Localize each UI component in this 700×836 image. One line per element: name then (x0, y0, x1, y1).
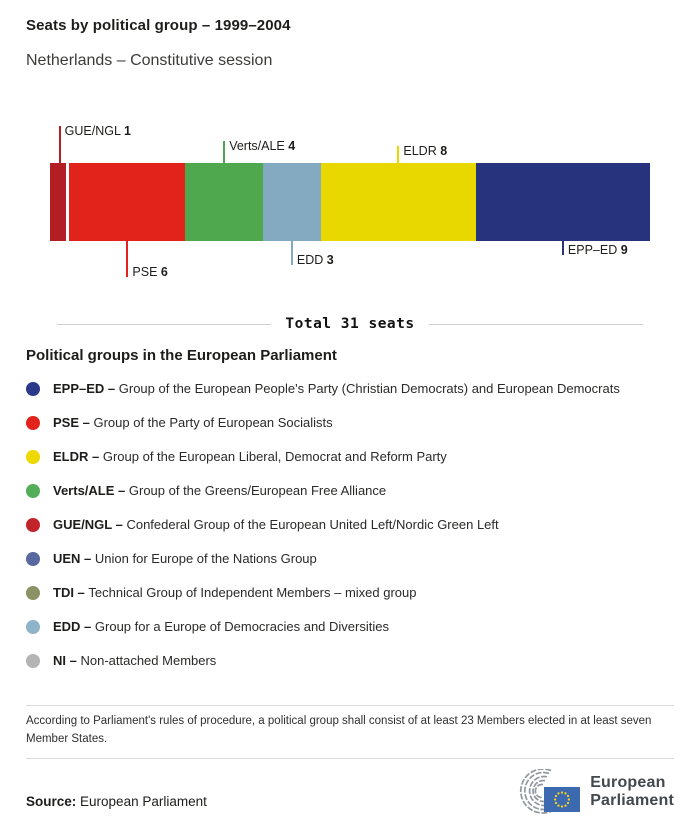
leader-line (562, 241, 564, 255)
page-subtitle: Netherlands – Constitutive session (26, 51, 273, 69)
eu-flag (544, 787, 580, 812)
european-parliament-logo (512, 769, 674, 815)
segment-label: EPP–ED 9 (567, 243, 628, 258)
bar-segment-PSE (69, 163, 185, 241)
legend-item-EPP–ED (26, 372, 674, 406)
legend-item-text: EDD – Group for a Europe of Democracies and Diversities (53, 619, 389, 635)
legend-color-dot (26, 552, 40, 566)
leader-line (59, 126, 61, 163)
legend-item-text: TDI – Technical Group of Independent Members – mixed group (53, 585, 417, 601)
legend-item-GUE/NGL (26, 508, 674, 542)
legend-color-dot (26, 620, 40, 634)
segment-label: EDD 3 (296, 253, 334, 268)
leader-line (291, 241, 293, 265)
logo-line-1: European (590, 773, 666, 791)
logo-line-2: Parliament (590, 791, 674, 809)
seats-stacked-bar-chart (0, 111, 700, 291)
legend-item-text: PSE – Group of the Party of European Socialists (53, 415, 333, 431)
segment-label: ELDR 8 (403, 144, 448, 159)
bar-segment-EDD (263, 163, 321, 241)
leader-line (126, 241, 128, 277)
segment-label: PSE 6 (132, 265, 168, 280)
legend-color-dot (26, 484, 40, 498)
footnote-divider-top (26, 705, 674, 706)
source-value: European Parliament (80, 793, 207, 809)
legend-item-ELDR (26, 440, 674, 474)
legend-item-text: UEN – Union for Europe of the Nations Group (53, 551, 317, 567)
segment-label: Verts/ALE 4 (229, 139, 296, 154)
segment-label: GUE/NGL 1 (64, 124, 131, 139)
legend-heading: Political groups in the European Parliament (26, 347, 337, 365)
legend-item-text: EPP–ED – Group of the European People's Party (Christian Democrats) and European Democrats (53, 381, 620, 397)
bar-segment-GUE/NGL (50, 163, 69, 241)
legend-item-TDI (26, 576, 674, 610)
total-seats-label: Total 31 seats (285, 316, 415, 333)
legend-color-dot (26, 654, 40, 668)
legend-item-EDD (26, 610, 674, 644)
legend-color-dot (26, 586, 40, 600)
divider-line-left (57, 324, 271, 325)
logo-wordmark (590, 774, 674, 810)
legend-item-PSE (26, 406, 674, 440)
legend-item-text: Verts/ALE – Group of the Greens/European Free Alliance (53, 483, 387, 499)
legend-color-dot (26, 382, 40, 396)
leader-line (223, 141, 225, 163)
page-title: Seats by political group – 1999–2004 (26, 17, 291, 34)
legend-item-Verts/ALE (26, 474, 674, 508)
legend-list (26, 372, 674, 678)
legend-item-NI (26, 644, 674, 678)
legend-color-dot (26, 416, 40, 430)
legend-item-UEN (26, 542, 674, 576)
source-line (26, 794, 207, 809)
bar-segment-EPP–ED (476, 163, 650, 241)
footer (26, 769, 674, 815)
bar-segment-ELDR (321, 163, 476, 241)
legend-item-text: GUE/NGL – Confederal Group of the European United Left/Nordic Green Left (53, 517, 499, 533)
legend-item-text: NI – Non-attached Members (53, 653, 217, 669)
leader-line (397, 146, 399, 163)
legend-item-text: ELDR – Group of the European Liberal, Democrat and Reform Party (53, 449, 447, 465)
bar-segment-Verts/ALE (185, 163, 262, 241)
total-seats-divider (57, 316, 643, 332)
legend-color-dot (26, 518, 40, 532)
source-label: Source: (26, 793, 77, 809)
divider-line-right (429, 324, 643, 325)
footnote-divider-bottom (26, 758, 674, 759)
footnote-text: According to Parliament's rules of procedure, a political group shall consist of at least 23 Members elected in at least seven Member States. (26, 715, 652, 745)
legend-color-dot (26, 450, 40, 464)
parliament-hemicycle-icon (512, 769, 582, 815)
